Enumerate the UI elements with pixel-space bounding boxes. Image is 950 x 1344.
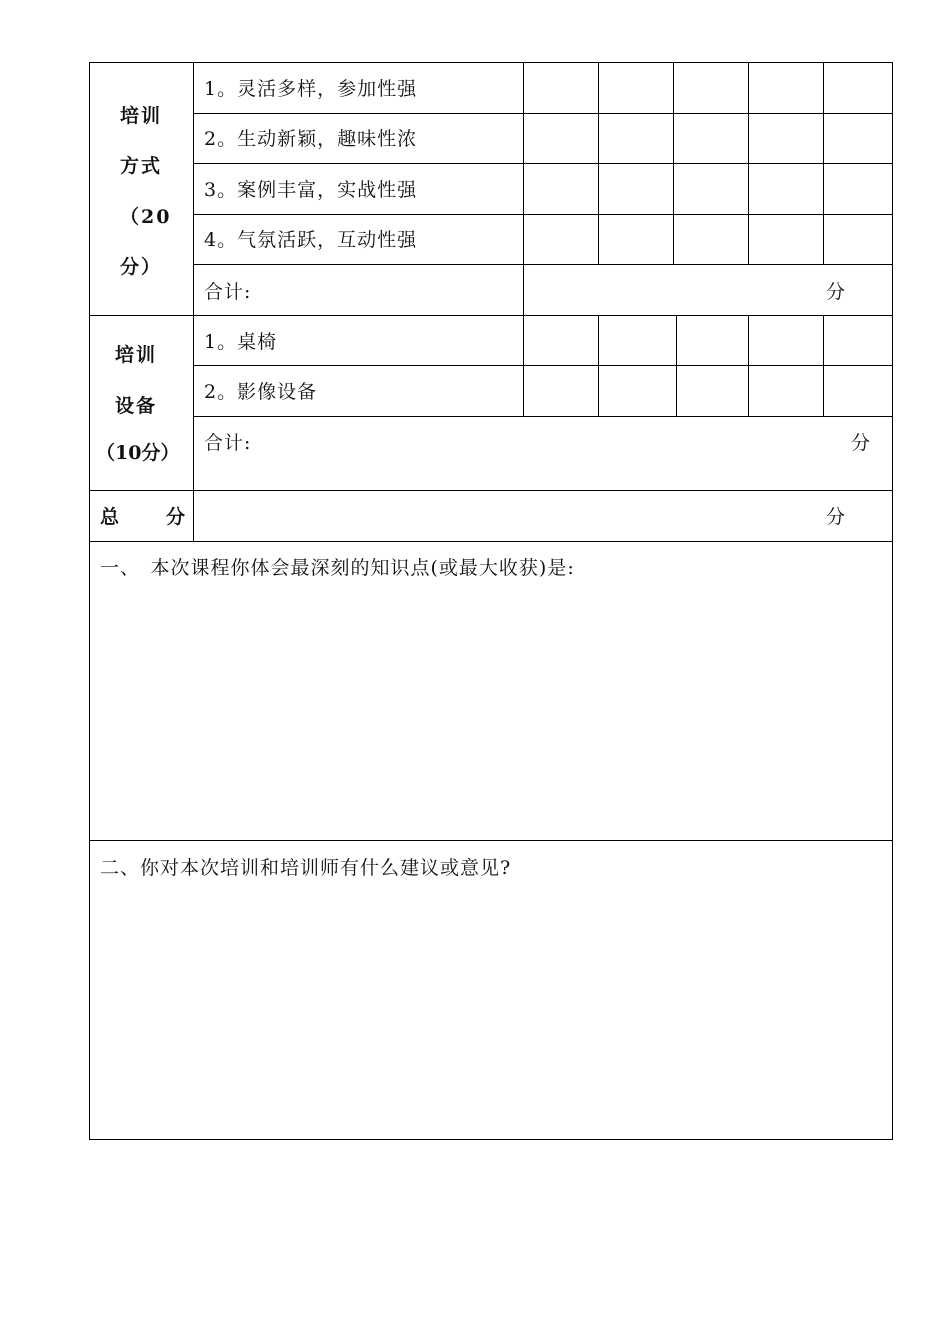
method-subtotal-label: 合计: (204, 281, 252, 303)
row-divider (193, 416, 893, 417)
question-2: 二、你对本次培训和培训师有什么建议或意见? (100, 857, 512, 879)
score-column-divider (523, 62, 524, 315)
row-divider (193, 113, 893, 114)
method-title-line4: 分） (120, 256, 163, 278)
table-border-left (89, 62, 90, 1140)
question-1: 一、 本次课程你体会最深刻的知识点(或最大收获)是: (100, 557, 575, 579)
method-item: 4。气氛活跃，互动性强 (204, 229, 418, 251)
method-item: 3。案例丰富，实战性强 (204, 179, 418, 201)
score-column-divider (598, 62, 599, 264)
total-label: 总 分 (100, 506, 189, 528)
method-subtotal-unit: 分 (826, 281, 847, 303)
total-unit: 分 (826, 506, 847, 528)
method-title-line3: （20 (120, 206, 172, 228)
method-item: 2。生动新颖，趣味性浓 (204, 128, 418, 150)
section-divider (89, 840, 893, 841)
method-title-line1: 培训 (120, 105, 163, 127)
equipment-title-line3: （10分） (96, 442, 180, 464)
score-column-divider (523, 315, 524, 416)
score-column-divider (748, 62, 749, 264)
table-border-bottom (89, 1139, 893, 1140)
equipment-subtotal-label: 合计: (204, 432, 252, 454)
equipment-subtotal-unit: 分 (851, 432, 872, 454)
method-title-line2: 方式 (120, 155, 163, 177)
score-column-divider (823, 315, 824, 416)
score-column-divider (748, 315, 749, 416)
equipment-title-line2: 设备 (115, 395, 158, 417)
section-divider (89, 541, 893, 542)
label-column-divider (193, 62, 194, 541)
equipment-item: 1。桌椅 (204, 331, 278, 353)
row-divider (193, 365, 893, 366)
score-column-divider (598, 315, 599, 416)
score-column-divider (676, 315, 677, 416)
section-divider (89, 490, 893, 491)
method-item: 1。灵活多样，参加性强 (204, 78, 418, 100)
row-divider (193, 264, 893, 265)
section-divider (89, 315, 893, 316)
score-column-divider (673, 62, 674, 264)
table-border-right (892, 62, 893, 1140)
row-divider (193, 163, 893, 164)
equipment-title-line1: 培训 (115, 344, 158, 366)
score-column-divider (823, 62, 824, 264)
row-divider (193, 214, 893, 215)
equipment-item: 2。影像设备 (204, 381, 318, 403)
table-border-top (89, 62, 893, 63)
